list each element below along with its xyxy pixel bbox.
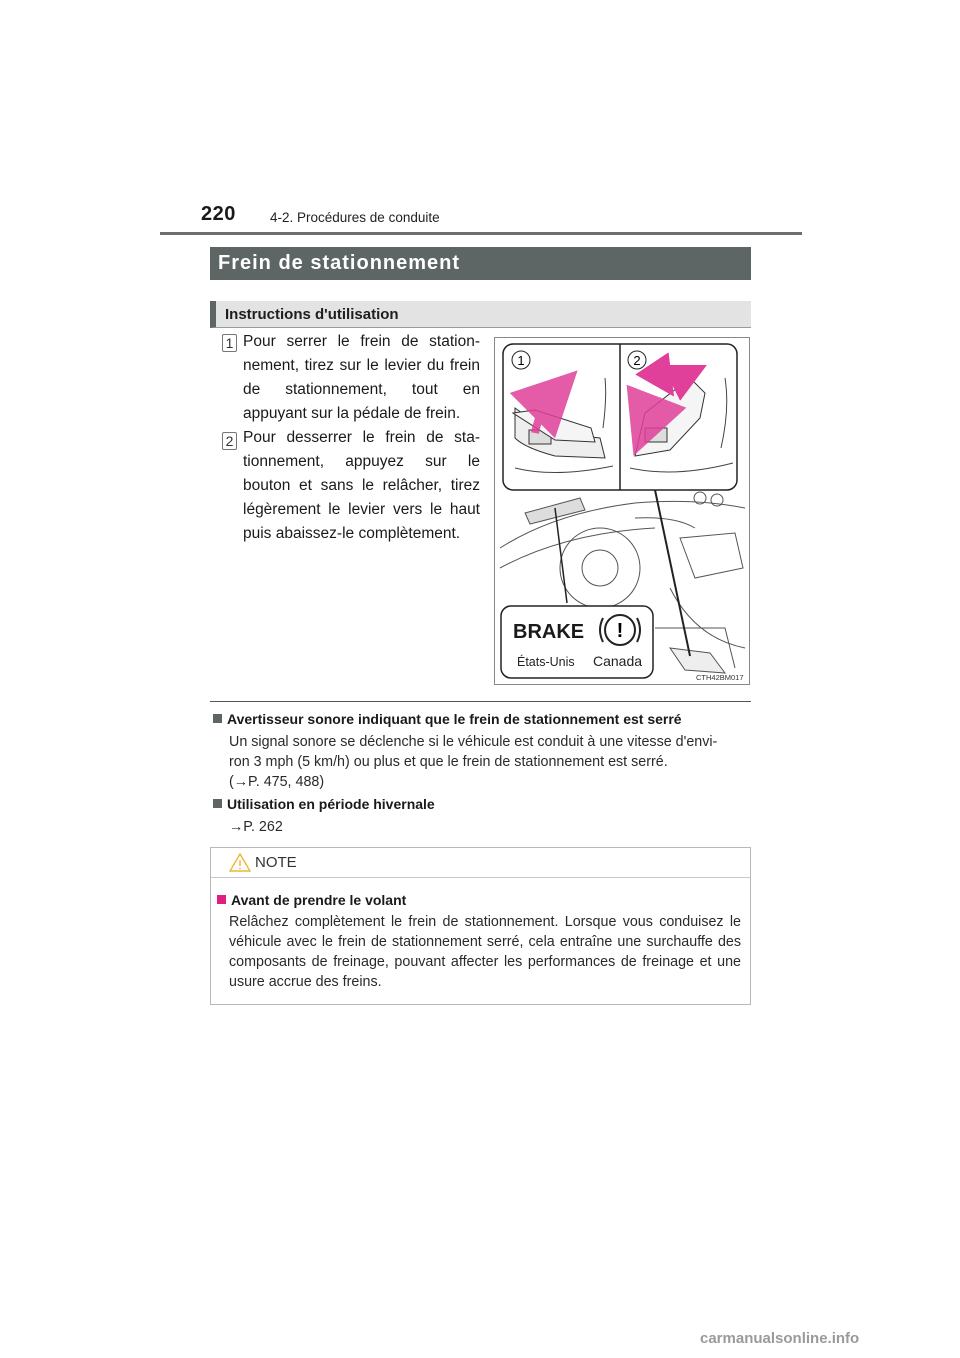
svg-text:!: !	[616, 620, 624, 642]
note-text: Relâchez complètement le frein de stationnement. Lorsque vous conduisez le véhicule avec le frein de stationnement serré, cela entraîne une surchauffe des composants de freinage, pouvant affecter les performances de freinage et une usure accrue des freins.	[229, 914, 741, 990]
body-line: ron 3 mph (5 km/h) ou plus et que le frein de stationnement est serré.	[229, 754, 668, 770]
step-2-number: 2	[222, 432, 237, 450]
caution-triangle-icon	[229, 853, 251, 872]
bullet-square	[213, 714, 222, 723]
parking-brake-illustration	[494, 337, 750, 685]
info-body-warning-buzzer	[229, 732, 717, 792]
figure-label-2: 2	[633, 353, 641, 368]
pointer-line-indicator	[555, 508, 567, 603]
note-box	[210, 847, 751, 1005]
brake-indicator-text: BRAKE	[513, 621, 585, 643]
section-title: 4-2. Procédures de conduite	[270, 210, 440, 225]
canada-label: Canada	[593, 653, 643, 669]
page-reference-link[interactable]: →P. 262	[229, 819, 283, 835]
subsection-title: Instructions d'utilisation	[225, 305, 399, 323]
note-heading	[217, 892, 406, 908]
bullet-square	[213, 799, 222, 808]
figure-label-1: 1	[517, 353, 525, 368]
info-body-winter	[229, 817, 283, 837]
pointer-line-lever	[655, 490, 690, 656]
subsection-bar	[210, 301, 751, 328]
info-heading-text: Utilisation en période hivernale	[227, 796, 435, 812]
page-title-bar	[210, 247, 751, 280]
note-bullet-square	[217, 895, 226, 904]
watermark: carmanualsonline.info	[700, 1330, 860, 1347]
body-line: Un signal sonore se déclenche si le véhicule est conduit à une vitesse d'envi-	[229, 734, 718, 750]
note-label: NOTE	[255, 854, 297, 871]
figure-code: CTH42BM017	[696, 673, 744, 682]
page-title: Frein de stationnement	[218, 252, 461, 274]
page-number: 220	[201, 203, 236, 225]
section-divider	[210, 701, 751, 702]
step-1-text: Pour serrer le frein de station-nement, tirez sur le levier du frein de stationnement, tout en appuyant sur la pédale de frein.	[243, 333, 480, 422]
note-header	[211, 848, 750, 878]
usa-label: États-Unis	[517, 655, 575, 669]
header-rule	[160, 232, 802, 235]
info-heading-text: Avertisseur sonore indiquant que le frein de stationnement est serré	[227, 711, 682, 727]
illustration-svg	[495, 338, 749, 684]
note-heading-text: Avant de prendre le volant	[231, 892, 407, 908]
page-reference-link[interactable]: (→P. 475, 488)	[229, 774, 325, 790]
info-heading-winter	[213, 796, 435, 812]
step-2-text: Pour desserrer le frein de sta-tionnement, appuyez sur le bouton et sans le relâcher, tirez légèrement le levier vers le haut puis abaissez-le complètement.	[243, 429, 480, 542]
info-heading-warning-buzzer	[213, 711, 682, 727]
step-1-number: 1	[222, 334, 237, 352]
